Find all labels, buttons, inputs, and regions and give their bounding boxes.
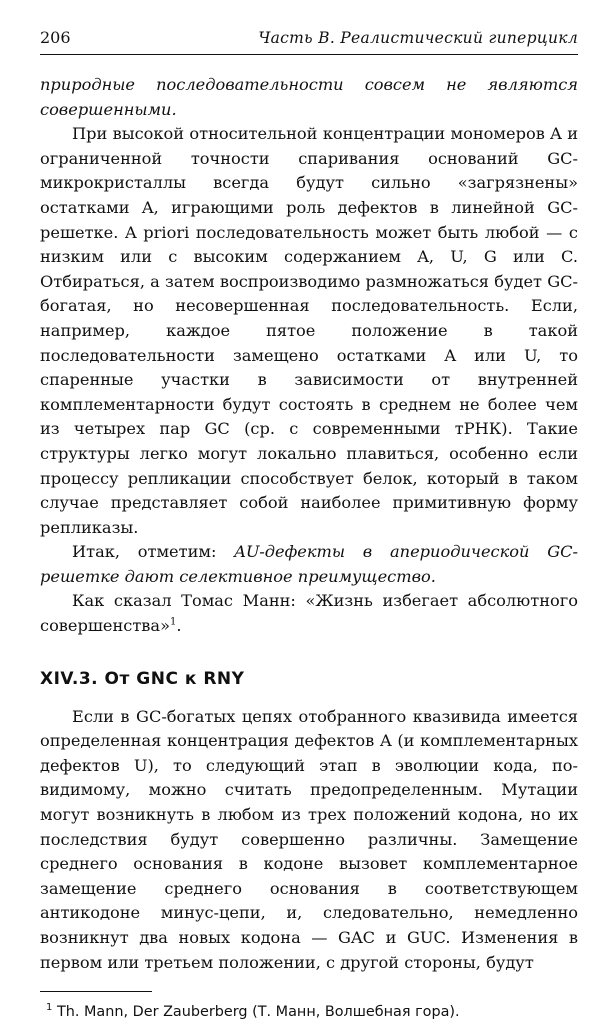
paragraph-gc-crystals: При высокой относительной концентрации мономеров A и ограниченной точности спаривания оснований GC-микрокристаллы всегда будут сильно «загрязнены» остатками A, играющими роль дефектов в линейной GC-решетке. A priori последовательность может быть любой — с низким или с высоким содержанием A, U, G или C. Отбираться, а затем воспроизводимо размножаться будет GC-богатая, но несовершенная последовательность. Если, например, каждое пятое положение в такой последовательности замещено остатками A или U, то спаренные участки в зависимости от внутренней комплементарности будут состоять в среднем не более чем из четырех пар GC (ср. с современными тРНК). Такие структуры легко могут локально плавиться, особенно если процессу репликации способствует белок, который в таком случае представляет собой наиболее примитивную форму репликазы. xyxy=(40,124,578,537)
footnote xyxy=(40,1002,578,1022)
paragraph-mann-quote xyxy=(40,589,578,638)
conclusion-lead: Итак, отметим: xyxy=(72,542,217,562)
footnote-reference: 1 xyxy=(169,616,177,628)
footnote-rule xyxy=(40,991,152,992)
running-title: Часть В. Реалистический гиперцикл xyxy=(258,29,578,47)
book-page xyxy=(40,28,578,1022)
paragraph-continued: природные последовательности совсем не являются совершенными. xyxy=(40,75,578,119)
footnote-marker: 1 xyxy=(46,1002,53,1014)
mann-quote-end: . xyxy=(176,616,182,636)
footnote-text: Th. Mann, Der Zauberberg (Т. Манн, Волшебная гора). xyxy=(56,1004,460,1021)
running-head xyxy=(40,28,578,52)
header-rule xyxy=(40,54,578,55)
section-heading: XIV.3. От GNC к RNY xyxy=(40,668,245,689)
paragraph-conclusion xyxy=(40,540,578,589)
paragraph-codon-evolution: Если в GC-богатых цепях отобранного квазивида имеется определенная концентрация дефектов A (и комплементарных дефектов U), то следующий этап в эволюции кода, по-видимому, можно считать предопределенным. Мутации могут возникнуть в любом из трех положений кодона, но их последствия будут совершенно различны. Замещение среднего основания в кодоне вызовет комплементарное замещение среднего основания в соответствующем антикодоне минус-цепи, и, следовательно, немедленно возникнут два новых кодона — GAC и GUC. Изменения в первом или третьем положении, с другой стороны, будут xyxy=(40,706,578,972)
mann-quote-text: Как сказал Томас Манн: «Жизнь избегает абсолютного совершенства» xyxy=(40,591,578,636)
page-number: 206 xyxy=(40,28,71,47)
conclusion-emphasis: AU-дефекты в апериодической GC-решетке дают селективное преимущество. xyxy=(40,542,578,586)
